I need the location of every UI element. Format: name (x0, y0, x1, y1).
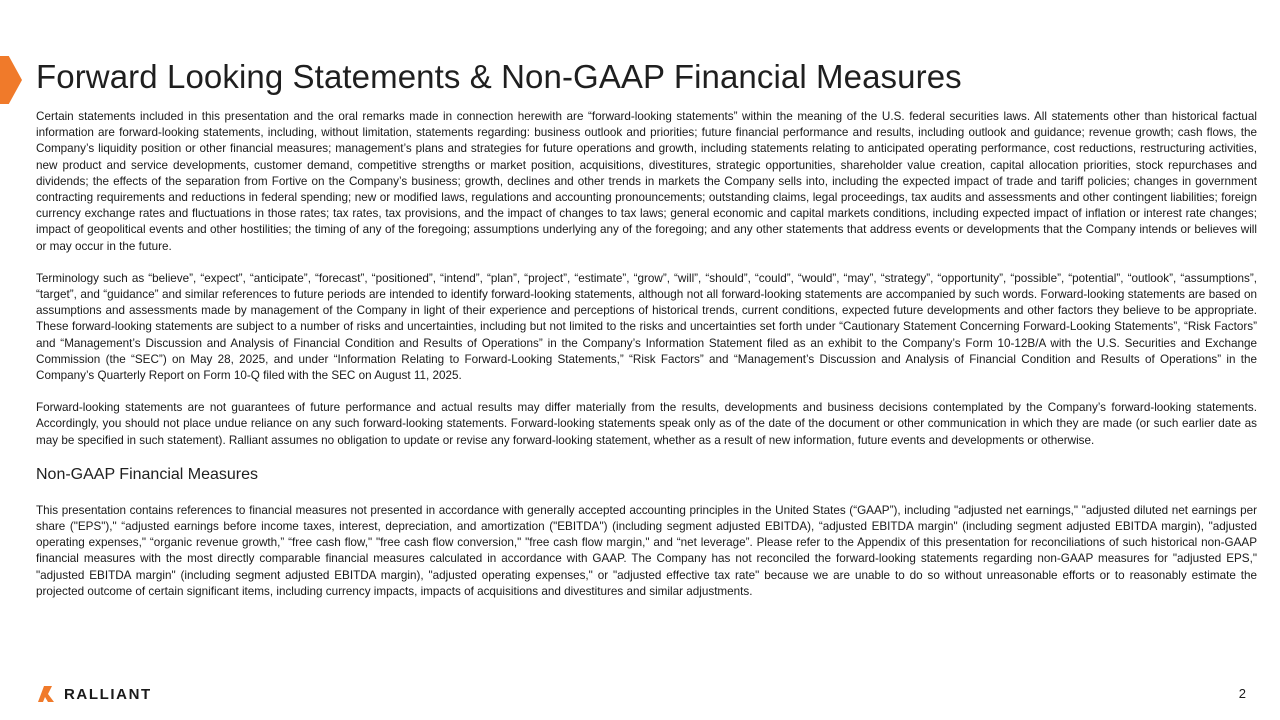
non-gaap-heading: Non-GAAP Financial Measures (36, 465, 259, 483)
logo-wordmark: RALLIANT (64, 685, 152, 703)
page-number: 2 (1238, 686, 1246, 701)
accent-arrow (0, 56, 22, 104)
disclaimer-body (36, 109, 1257, 616)
forward-looking-paragraph-3: Forward-looking statements are not guarantees of future performance and actual results may differ materially from the results, developments and business decisions contemplated by the Company’s forward-looking statements. Accordingly, you should not place undue reliance on any such forward-looking statements. Forward-looking statements speak only as of the date of the document or other communication in which they are made (or such earlier date as may be specified in such statement). Ralliant assumes no obligation to update or revise any forward-looking statement, whether as a result of new information, future events and developments or otherwise. (36, 401, 1257, 447)
page-title: Forward Looking Statements & Non-GAAP Financial Measures (36, 58, 962, 95)
forward-looking-paragraph-2: Terminology such as “believe”, “expect”, “anticipate”, “forecast”, “positioned”, “intend”, “plan”, “project”, “estimate”, “grow”, “will”, “should”, “could”, “would”, “may”, “strategy”, “opportunity”, “possible”, “potential”, “outlook”, “assumptions”, “target”, and “guidance” and similar references to future periods are intended to identify forward-looking statements, although not all forward-looking statements are accompanied by such words. Forward-looking statements are based on assumptions and assessments made by management of the Company in light of their experience and perceptions of historical trends, current conditions, expected future developments and other factors they believe to be appropriate. These forward-looking statements are subject to a number of risks and uncertainties, including but not limited to the risks and uncertainties set forth under “Cautionary Statement Concerning Forward-Looking Statements”, “Risk Factors” and “Management’s Discussion and Analysis of Financial Condition and Results of Operations” in the Company’s Information Statement filed as an exhibit to the Company’s Form 10-12B/A with the U.S. Securities and Exchange Commission (the “SEC”) on May 28, 2025, and under “Information Relating to Forward-Looking Statements,” “Risk Factors” and “Management’s Discussion and Analysis of Financial Condition and Results of Operations” in the Company’s Quarterly Report on Form 10-Q filed with the SEC on August 11, 2025. (36, 271, 1257, 383)
ralliant-r-icon (37, 685, 55, 703)
ralliant-logo (37, 683, 152, 705)
non-gaap-paragraph: This presentation contains references to financial measures not presented in accordance with generally accepted accounting principles in the United States (“GAAP”), including "adjusted net earnings," "adjusted diluted net earnings per share ("EPS")," “adjusted earnings before income taxes, interest, depreciation, and amortization ("EBITDA") (including segment adjusted EBITDA), “adjusted EBITDA margin" (including segment adjusted EBITDA margin), "adjusted operating expenses," “organic revenue growth,” “free cash flow," "free cash flow conversion," "free cash flow margin," and “net leverage”. Please refer to the Appendix of this presentation for reconciliations of such historical non-GAAP financial measures with the most directly comparable financial measures calculated in accordance with GAAP. The Company has not reconciled the forward-looking statements regarding non-GAAP measures for "adjusted EPS," "adjusted EBITDA margin" (including segment adjusted EBITDA margin), "adjusted operating expenses," or "adjusted effective tax rate" because we are unable to do so without unreasonable efforts or to reasonably estimate the projected outcome of certain significant items, including currency impacts, impacts of acquisitions and divestitures and similar adjustments. (36, 503, 1257, 598)
forward-looking-paragraph-1: Certain statements included in this presentation and the oral remarks made in connection herewith are “forward-looking statements” within the meaning of the U.S. federal securities laws. All statements other than historical factual information are forward-looking statements, including, without limitation, statements regarding: business outlook and priorities; future financial performance and results, including outlook and guidance; revenue growth; cash flows, the Company’s liquidity position or other financial measures; management’s plans and strategies for future operations and growth, including statements relating to anticipated operating performance, cost reductions, restructuring activities, new product and service developments, customer demand, competitive strengths or market position, acquisitions, divestitures, strategic opportunities, shareholder value creation, capital allocation priorities, stock repurchases and dividends; the effects of the separation from Fortive on the Company’s business; growth, declines and other trends in markets the Company sells into, including the expected impact of trade and tariff policies; changes in government contracting requirements and reductions in federal spending; new or modified laws, regulations and accounting pronouncements; outstanding claims, legal proceedings, tax audits and assessments and other contingent liabilities; foreign currency exchange rates and fluctuations in those rates; tax rates, tax provisions, and the impact of changes to tax laws; general economic and capital markets conditions, including expected impact of inflation or interest rate changes; impact of geopolitical events and other hostilities; the timing of any of the foregoing; assumptions underlying any of the foregoing; and any other statements that address events or developments that the Company intends or believes will or may occur in the future. (36, 110, 1257, 253)
